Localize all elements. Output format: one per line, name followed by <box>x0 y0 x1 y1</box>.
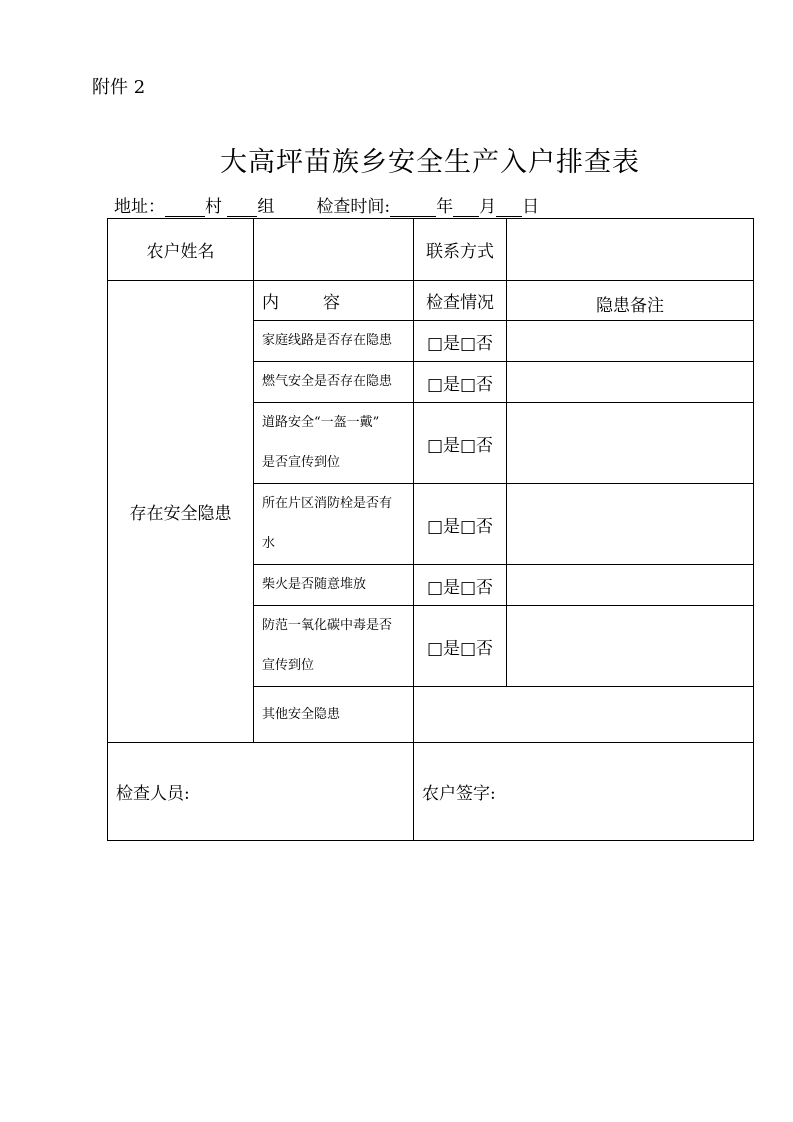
village-label: 村 <box>205 197 222 217</box>
address-label: 地址： <box>114 197 165 217</box>
farmer-name-label: 农户姓名 <box>108 219 254 281</box>
item-label: 所在片区消防栓是否有 <box>262 496 393 511</box>
day-blank[interactable] <box>496 199 522 217</box>
note-gas[interactable] <box>507 362 754 403</box>
year-blank[interactable] <box>390 199 436 217</box>
group-blank[interactable] <box>227 199 257 217</box>
page-title: 大高坪苗族乡安全生产入户排查表 <box>220 147 640 178</box>
content-header-1: 内 <box>262 293 279 313</box>
table-row <box>108 219 754 281</box>
check-road[interactable]: □是□否 <box>414 403 507 484</box>
address-line <box>114 192 539 217</box>
month-label: 月 <box>479 197 497 217</box>
attachment-label: 附件 2 <box>92 77 146 98</box>
note-wiring[interactable] <box>507 321 754 362</box>
check-hydrant[interactable]: □是□否 <box>414 484 507 565</box>
check-co[interactable]: □是□否 <box>414 606 507 687</box>
year-label: 年 <box>436 197 454 217</box>
group-label: 组 <box>257 197 275 217</box>
farmer-name-field[interactable] <box>254 219 414 281</box>
inspection-table <box>107 218 754 841</box>
hazards-label: 存在安全隐患 <box>108 281 254 743</box>
note-hydrant[interactable] <box>507 484 754 565</box>
contact-field[interactable] <box>507 219 754 281</box>
village-blank[interactable] <box>165 199 205 217</box>
item-firewood <box>254 565 414 606</box>
table-row <box>108 281 754 321</box>
note-road[interactable] <box>507 403 754 484</box>
contact-label: 联系方式 <box>414 219 507 281</box>
item-label-2: 是否宣传到位 <box>262 455 341 470</box>
check-wiring[interactable]: □是□否 <box>414 321 507 362</box>
item-label-2: 宣传到位 <box>262 658 315 673</box>
item-label: 防范一氧化碳中毒是否 <box>262 618 393 633</box>
item-hydrant <box>254 484 414 565</box>
inspector-signature[interactable] <box>108 743 414 841</box>
other-hazards-field[interactable] <box>414 687 754 743</box>
content-header <box>254 281 414 321</box>
check-header: 检查情况 <box>414 281 507 321</box>
check-firewood[interactable]: □是□否 <box>414 565 507 606</box>
item-road <box>254 403 414 484</box>
content-header-2: 容 <box>323 293 340 313</box>
item-label: 其他安全隐患 <box>262 706 341 722</box>
table-row <box>108 743 754 841</box>
inspector-label: 检查人员: <box>116 784 190 804</box>
item-gas <box>254 362 414 403</box>
item-co <box>254 606 414 687</box>
item-other <box>254 687 414 743</box>
item-label: 柴火是否随意堆放 <box>262 577 367 592</box>
note-firewood[interactable] <box>507 565 754 606</box>
inspection-time-label: 检查时间: <box>316 197 391 217</box>
farmer-sign-label: 农户签字: <box>422 784 496 804</box>
day-label: 日 <box>522 197 540 217</box>
item-label-2: 水 <box>262 536 276 551</box>
month-blank[interactable] <box>453 199 479 217</box>
item-wiring <box>254 321 414 362</box>
item-label: 家庭线路是否存在隐患 <box>262 333 393 348</box>
item-label: 道路安全“一盔一戴” <box>262 415 380 430</box>
farmer-signature[interactable] <box>414 743 754 841</box>
check-gas[interactable]: □是□否 <box>414 362 507 403</box>
note-co[interactable] <box>507 606 754 687</box>
item-label: 燃气安全是否存在隐患 <box>262 374 393 389</box>
note-header: 隐患备注 <box>507 281 754 321</box>
